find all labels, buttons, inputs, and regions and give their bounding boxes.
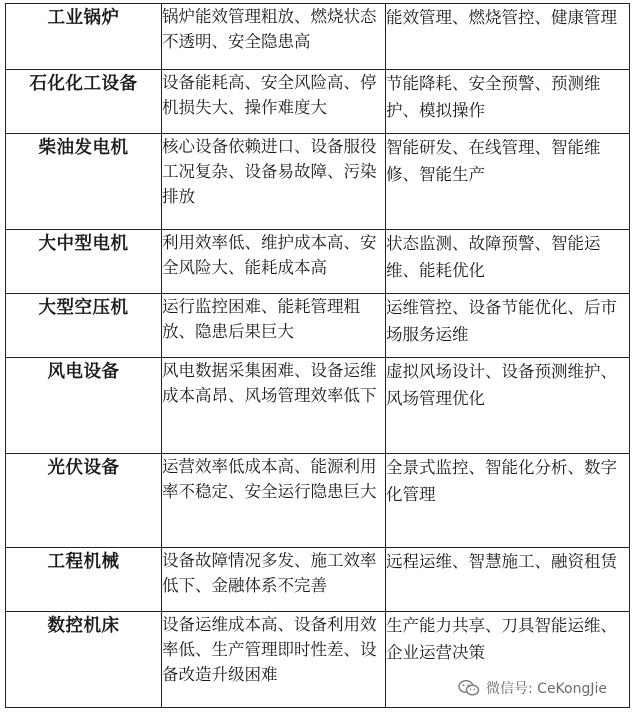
- table-row: [6, 294, 630, 358]
- table-row: [6, 358, 630, 454]
- problems-cell: 设备运维成本高、设备利用效率低、生产管理即时性差、设备改造升级困难: [162, 612, 386, 708]
- equipment-name: 风电设备: [6, 358, 162, 454]
- solutions-cell: 运维管控、设备节能优化、后市场服务运维: [386, 294, 630, 358]
- table-row: [6, 548, 630, 612]
- table-row: [6, 70, 630, 134]
- problems-cell: 风电数据采集困难、设备运维成本高昂、风场管理效率低下: [162, 358, 386, 454]
- wechat-watermark: [458, 678, 607, 698]
- table-row: [6, 4, 630, 70]
- solutions-cell: 全景式监控、智能化分析、数字化管理: [386, 454, 630, 548]
- problems-cell: 利用效率低、维护成本高、安全风险大、能耗成本高: [162, 230, 386, 294]
- equipment-name: 工程机械: [6, 548, 162, 612]
- equipment-name: 数控机床: [6, 612, 162, 708]
- equipment-name: 大中型电机: [6, 230, 162, 294]
- solutions-cell: 虚拟风场设计、设备预测维护、风场管理优化: [386, 358, 630, 454]
- table-row: [6, 454, 630, 548]
- wechat-icon: [458, 679, 480, 697]
- solutions-cell: 远程运维、智慧施工、融资租赁: [386, 548, 630, 612]
- equipment-name: 柴油发电机: [6, 134, 162, 230]
- solutions-cell: 智能研发、在线管理、智能维修、智能生产: [386, 134, 630, 230]
- equipment-table: [5, 3, 630, 708]
- table-row: [6, 134, 630, 230]
- problems-cell: 设备能耗高、安全风险高、停机损失大、操作难度大: [162, 70, 386, 134]
- solutions-cell: 生产能力共享、刀具智能运维、企业运营决策: [386, 612, 630, 708]
- equipment-name: 光伏设备: [6, 454, 162, 548]
- problems-cell: 运行监控困难、能耗管理粗放、隐患后果巨大: [162, 294, 386, 358]
- problems-cell: 运营效率低成本高、能源利用率不稳定、安全运行隐患巨大: [162, 454, 386, 548]
- watermark-text: 微信号: CeKongJie: [486, 681, 607, 697]
- solutions-cell: 能效管理、燃烧管控、健康管理: [386, 4, 630, 70]
- equipment-name: 大型空压机: [6, 294, 162, 358]
- solutions-cell: 节能降耗、安全预警、预测维护、模拟操作: [386, 70, 630, 134]
- table-row: [6, 230, 630, 294]
- solutions-cell: 状态监测、故障预警、智能运维、能耗优化: [386, 230, 630, 294]
- problems-cell: 锅炉能效管理粗放、燃烧状态不透明、安全隐患高: [162, 4, 386, 70]
- equipment-name: 工业锅炉: [6, 4, 162, 70]
- equipment-name: 石化化工设备: [6, 70, 162, 134]
- problems-cell: 核心设备依赖进口、设备服役工况复杂、设备易故障、污染排放: [162, 134, 386, 230]
- problems-cell: 设备故障情况多发、施工效率低下、金融体系不完善: [162, 548, 386, 612]
